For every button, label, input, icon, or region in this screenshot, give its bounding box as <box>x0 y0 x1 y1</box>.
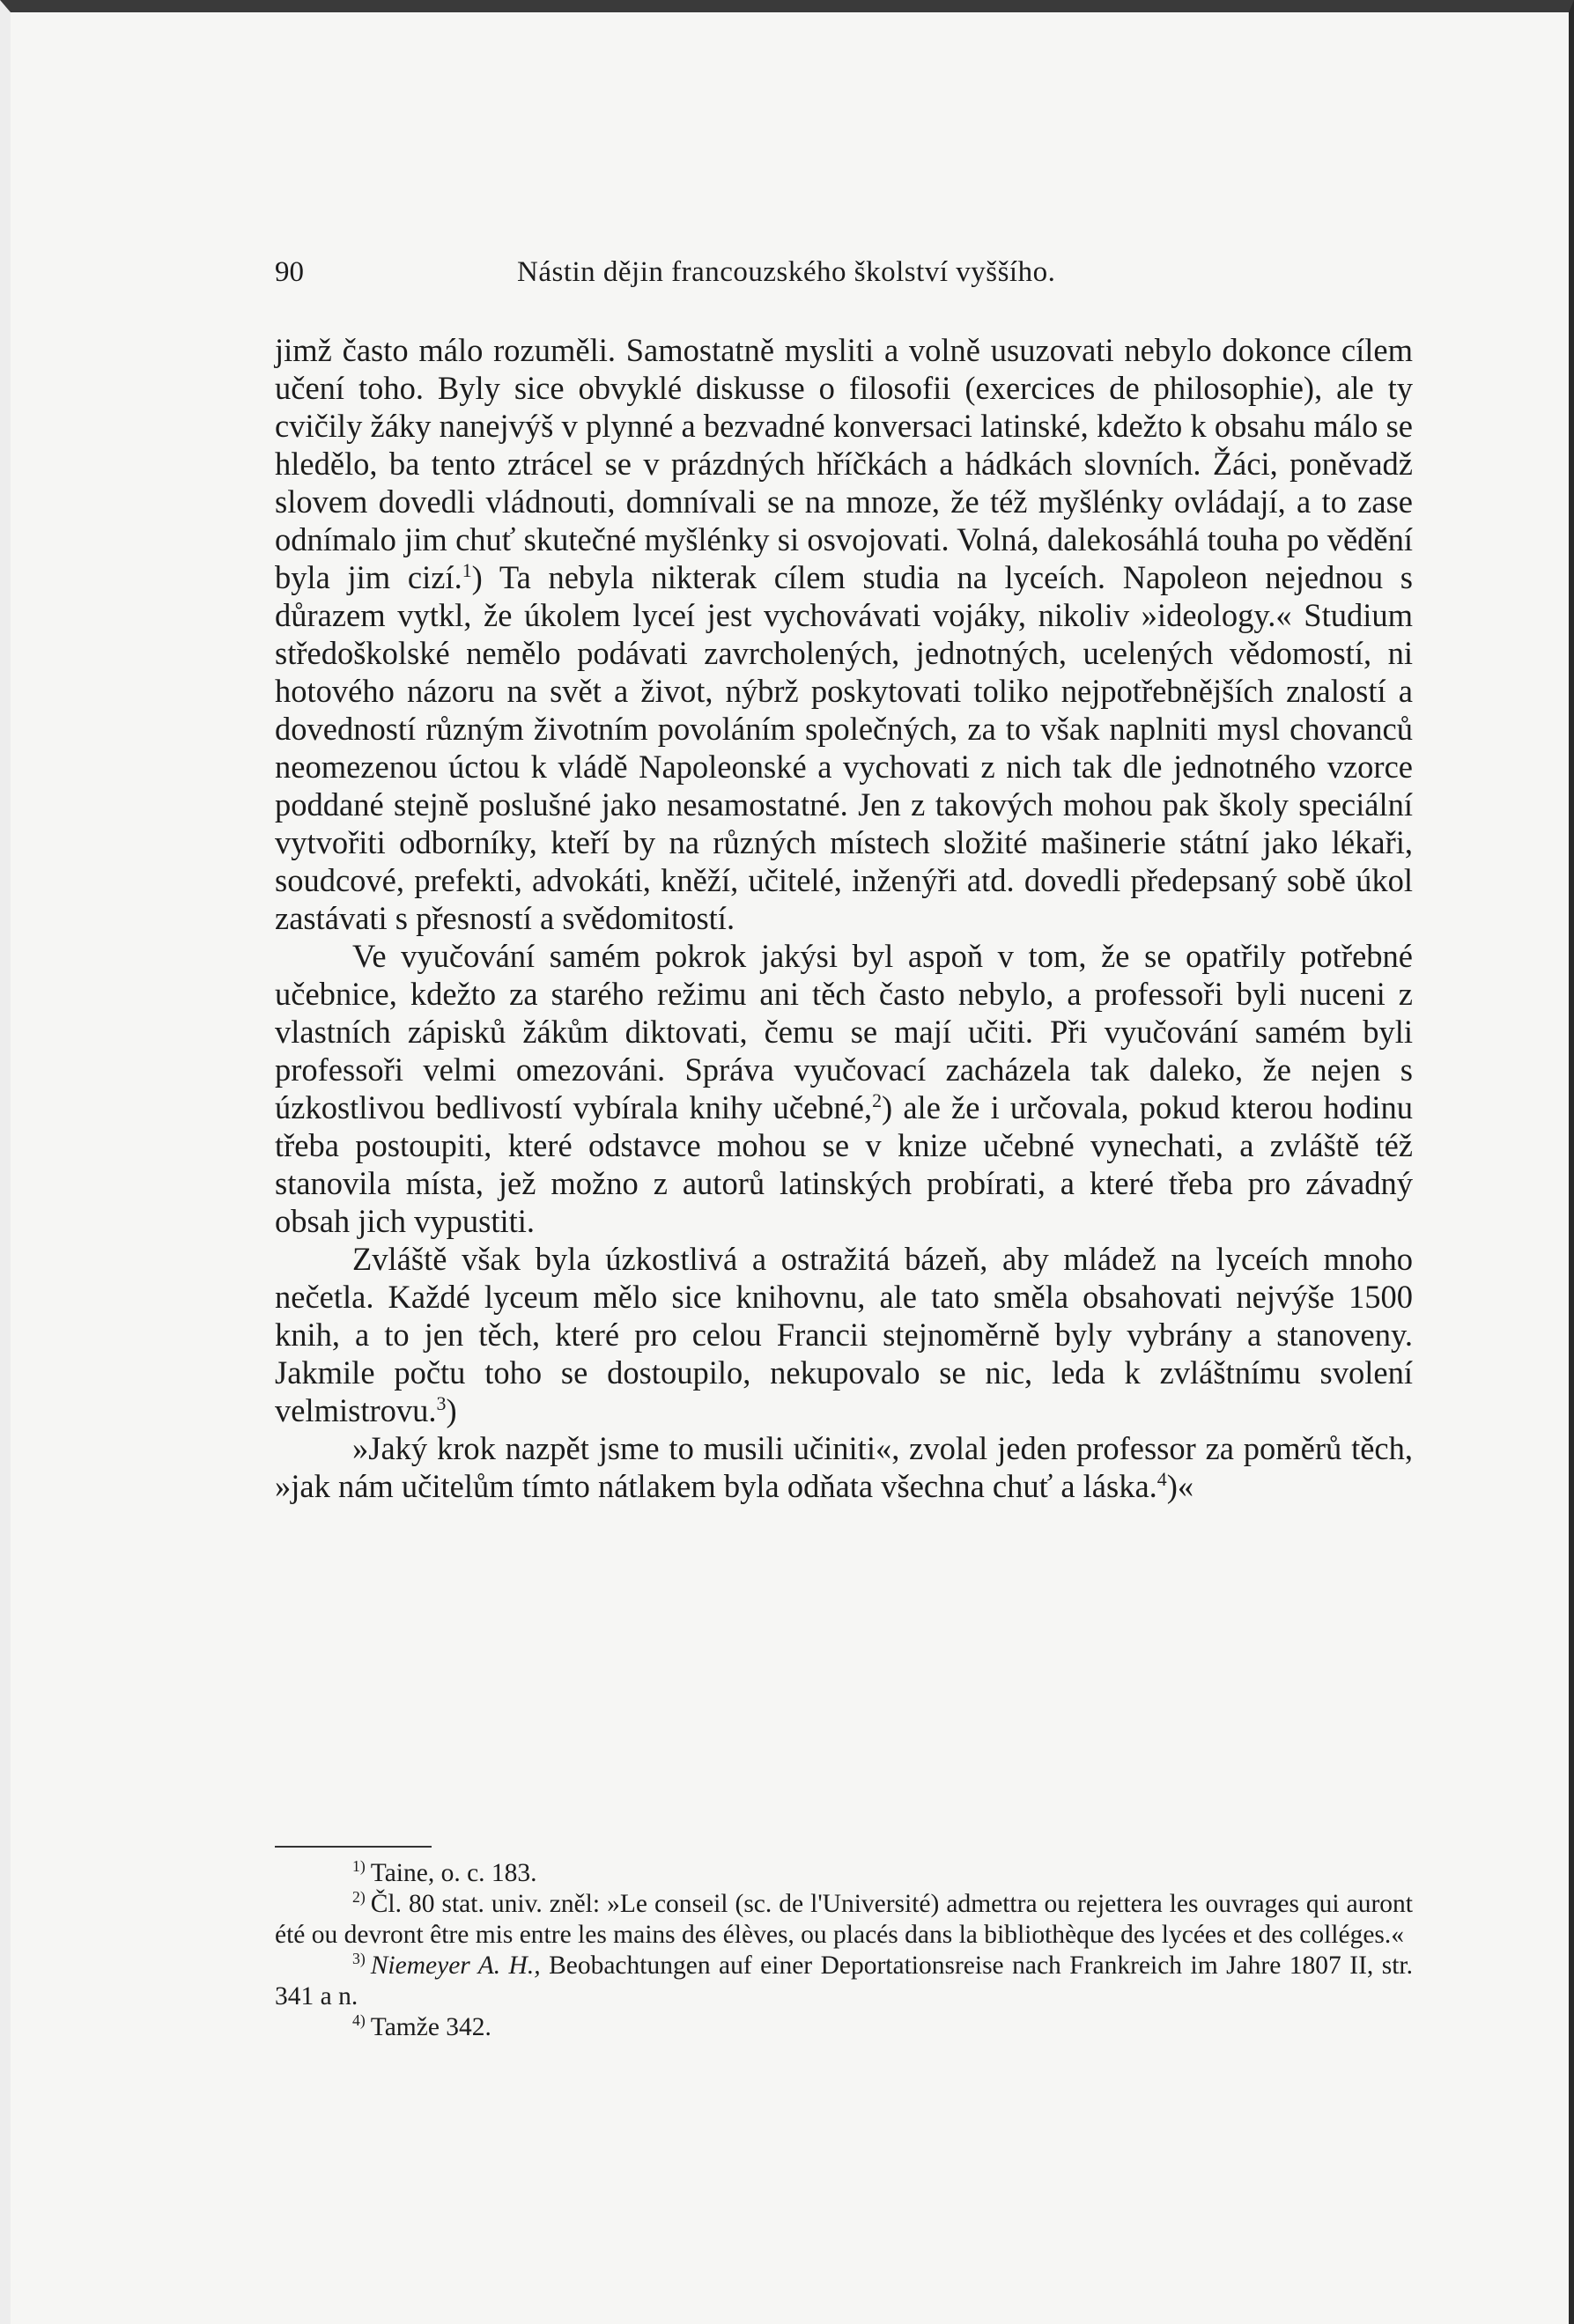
footnote-text: Tamže 342. <box>370 2013 491 2041</box>
footnote-text: Čl. 80 stat. univ. zněl: »Le conseil (sc. de l'Université) admettra ou rejettera les ouvrages qui auront été ou devront être mis entre les mains des élèves, ou placés dans la bibliothèque des lycées et des colléges.« <box>275 1890 1413 1949</box>
footnote-text: Beobachtungen auf einer Deportationsreise nach Frankreich im Jahre 1807 II, str. 341 a n. <box>275 1951 1413 2010</box>
footnote-ref: 2 <box>872 1088 883 1111</box>
paragraph <box>275 1240 1413 1429</box>
paragraph-text: jimž často málo rozuměli. Samostatně mysliti a volně usuzovati nebylo dokonce cílem učení toho. Byly sice obvyklé diskusse o filosofii (exercices de philosophie), ale ty cvičily žáky nanejvýš v plynné a bezvadné konversaci latinské, kdežto k obsahu málo se hledělo, ba tento ztrácel se v prázdných hříčkách a hádkách slovních. Žáci, poněvadž slovem dovedli vládnouti, domnívali se na mnoze, že též myšlénky ovládají, a to zase odnímalo jim chuť skutečné myšlénky si osvojovati. Volná, dalekosáhlá touha po vědění byla jim cizí. <box>275 332 1413 595</box>
paragraph-text: »Jaký krok nazpět jsme to musili učiniti«, zvolal jeden professor za poměrů těch, »jak nám učitelům tímto nátlakem byla odňata všechna chuť a láska. <box>275 1430 1413 1504</box>
footnote <box>275 1858 1413 1889</box>
footnote-ref: 1 <box>462 558 472 581</box>
page <box>11 12 1569 2324</box>
main-text <box>275 331 1413 1505</box>
footnote-ref-close: ) <box>471 559 483 595</box>
footnote <box>275 2012 1413 2043</box>
paragraph-text: Ve vyučování samém pokrok jakýsi byl aspoň v tom, že se opatřily potřebné učebnice, kdežto za starého režimu ani těch často nebylo, a professoři byli nuceni z vlastních zápisků žákům diktovati, čemu se mají učiti. Při vyučování samém byli professoři velmi omezováni. Správa vyučovací zacházela tak daleko, že nejen s úzkostlivou bedlivostí vybírala knihy učebné, <box>275 938 1413 1125</box>
footnote-divider <box>275 1846 432 1848</box>
footnote-mark: 3) <box>352 1950 366 1968</box>
footnote-text: Taine, o. c. 183. <box>370 1859 537 1887</box>
footnote-ref: 4 <box>1156 1467 1167 1490</box>
paragraph <box>275 937 1413 1240</box>
paragraph-text: ale že i určovala, pokud kterou hodinu třeba postoupiti, které odstavce mohou se v knize učebné vynechati, a zvláště též stanovila místa, jež možno z autorů latinských probírati, a které třeba pro závadný obsah jich vypustiti. <box>275 1089 1413 1239</box>
paragraph-text: Zvláště však byla úzkostlivá a ostražitá bázeň, aby mládež na lyceích mnoho nečetla. Každé lyceum mělo sice knihovnu, ale tato směla obsahovati nejvýše 1500 knih, a to jen těch, které pro celou Francii stejnoměrně byly vybrány a stanoveny. Jakmile počtu toho se dostoupilo, nekupovalo se nic, leda k zvláštnímu svolení velmistrovu. <box>275 1241 1413 1428</box>
footnote-ref-close: ) <box>446 1392 457 1428</box>
page-header <box>275 250 1420 294</box>
paragraph <box>275 331 1413 937</box>
footnote <box>275 1889 1413 1951</box>
running-title: Nástin dějin francouzského školství vyššího. <box>517 256 1056 288</box>
footnote-mark: 2) <box>352 1888 366 1907</box>
footnotes <box>275 1858 1413 2043</box>
footnote <box>275 1951 1413 2012</box>
footnote-ref-close: ) <box>882 1089 893 1125</box>
footnote-ref-close: )« <box>1166 1468 1194 1504</box>
footnote-ref: 3 <box>436 1391 447 1414</box>
paragraph-text: Ta nebyla nikterak cílem studia na lyceích. Napoleon nejednou s důrazem vytkl, že úkolem lyceí jest vychovávati vojáky, nikoliv »ideology.« Studium středoškolské nemělo podávati zavrcholených, jednotných, ucelených vědomostí, ni hotového názoru na svět a život, nýbrž poskytovati toliko nejpotřebnějších znalostí a dovedností různým životním povoláním společných, za to však naplniti mysl chovanců neomezenou úctou k vládě Napoleonské a vychovati z nich tak dle jednotného vzorce poddané stejně poslušné jako nesamostatné. Jen z takových mohou pak školy speciální vytvořiti odborníky, kteří by na různých místech složité mašinerie státní jako lékaři, soudcové, prefekti, advokáti, kněží, učitelé, inženýři atd. dovedli předepsaný sobě úkol zastávati s přesností a svědomitostí. <box>275 559 1413 936</box>
footnote-mark: 1) <box>352 1857 366 1876</box>
page-number: 90 <box>275 256 304 288</box>
footnote-mark: 4) <box>352 2011 366 2030</box>
paragraph <box>275 1429 1413 1505</box>
footnote-author: Niemeyer A. H., <box>370 1951 541 1980</box>
